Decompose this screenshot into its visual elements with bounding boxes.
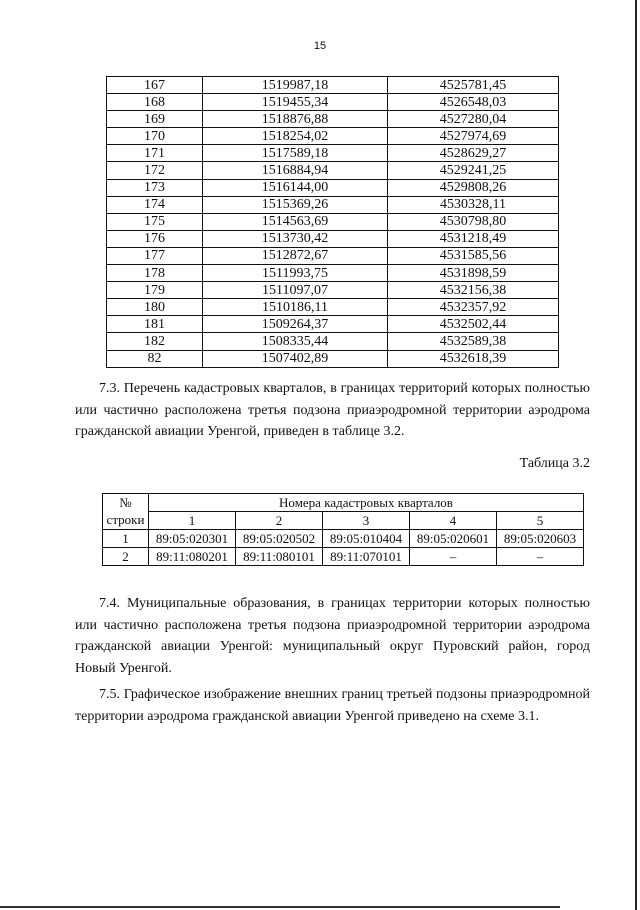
header-no: №: [103, 494, 149, 512]
coordinate-x: 1518876,88: [203, 111, 388, 128]
coordinate-y: 4532156,38: [388, 282, 559, 299]
column-header: 2: [236, 512, 323, 530]
coordinate-y: 4532618,39: [388, 350, 559, 367]
coordinate-x: 1518254,02: [203, 128, 388, 145]
cadastral-code: 89:11:070101: [323, 548, 410, 566]
coordinate-x: 1516884,94: [203, 162, 388, 179]
table-row: [107, 111, 559, 128]
coordinate-x: 1516144,00: [203, 179, 388, 196]
column-header: 1: [149, 512, 236, 530]
header-row: строки: [103, 512, 149, 530]
row-number: 1: [103, 530, 149, 548]
column-header: 5: [497, 512, 584, 530]
coordinate-x: 1513730,42: [203, 230, 388, 247]
coordinate-x: 1514563,69: [203, 213, 388, 230]
coordinate-y: 4530328,11: [388, 196, 559, 213]
coordinate-x: 1508335,44: [203, 333, 388, 350]
table-row: [107, 333, 559, 350]
point-number: 175: [107, 213, 203, 230]
paragraph-7-4: 7.4. Муниципальные образования, в границах территории которых полностью или частично расположена третья подзона приаэродромной территории аэродрома гражданской авиации Уренгой: муниципальный округ Пуровский район, город Новый Уренгой.: [75, 596, 590, 676]
coordinate-y: 4531218,49: [388, 230, 559, 247]
table-row: [107, 265, 559, 282]
row-number: 2: [103, 548, 149, 566]
cadastral-table: [102, 493, 584, 566]
cadastral-code: 89:11:080101: [236, 548, 323, 566]
coordinate-y: 4532589,38: [388, 333, 559, 350]
cadastral-code: –: [497, 548, 584, 566]
paragraph-7-3: 7.3. Перечень кадастровых кварталов, в границах территорий которых полностью или частично расположена третья подзона приаэродромной территории аэродрома гражданской авиации Уренгой, приведен в таблице 3.2.: [75, 381, 590, 439]
coordinates-table: [106, 76, 559, 368]
coordinate-y: 4531898,59: [388, 265, 559, 282]
header-group: Номера кадастровых кварталов: [149, 494, 584, 512]
scan-edge-right: [635, 0, 637, 910]
cadastral-code: 89:05:020502: [236, 530, 323, 548]
column-header: 4: [410, 512, 497, 530]
point-number: 169: [107, 111, 203, 128]
point-number: 171: [107, 145, 203, 162]
cadastral-code: 89:05:020301: [149, 530, 236, 548]
cadastral-code: 89:05:020601: [410, 530, 497, 548]
point-number: 180: [107, 299, 203, 316]
table-row: [107, 316, 559, 333]
paragraph-7-5: 7.5. Графическое изображение внешних границ третьей подзоны приаэродромной территории аэродрома гражданской авиации Уренгой приведено на схеме 3.1.: [75, 687, 590, 724]
point-number: 176: [107, 230, 203, 247]
coordinate-y: 4525781,45: [388, 77, 559, 94]
table-row: [107, 282, 559, 299]
table-row: [107, 350, 559, 367]
coordinate-x: 1512872,67: [203, 247, 388, 264]
table-row: [107, 299, 559, 316]
coordinate-x: 1519455,34: [203, 94, 388, 111]
point-number: 182: [107, 333, 203, 350]
point-number: 170: [107, 128, 203, 145]
coordinate-y: 4529808,26: [388, 179, 559, 196]
table-row: [107, 213, 559, 230]
coordinate-y: 4526548,03: [388, 94, 559, 111]
point-number: 172: [107, 162, 203, 179]
cadastral-code: 89:05:010404: [323, 530, 410, 548]
coordinate-x: 1517589,18: [203, 145, 388, 162]
coordinate-x: 1507402,89: [203, 350, 388, 367]
coordinate-x: 1515369,26: [203, 196, 388, 213]
page-number: 15: [313, 40, 327, 52]
table-row: [107, 145, 559, 162]
coordinate-y: 4531585,56: [388, 247, 559, 264]
coordinate-y: 4527974,69: [388, 128, 559, 145]
coordinate-y: 4532502,44: [388, 316, 559, 333]
coordinate-x: 1509264,37: [203, 316, 388, 333]
table-caption: Таблица 3.2: [519, 456, 590, 471]
point-number: 179: [107, 282, 203, 299]
coordinate-x: 1511993,75: [203, 265, 388, 282]
table-row: [107, 94, 559, 111]
table-row: [107, 179, 559, 196]
point-number: 173: [107, 179, 203, 196]
cadastral-code: –: [410, 548, 497, 566]
coordinate-x: 1510186,11: [203, 299, 388, 316]
point-number: 181: [107, 316, 203, 333]
table-row: [107, 230, 559, 247]
point-number: 82: [107, 350, 203, 367]
coordinate-x: 1511097,07: [203, 282, 388, 299]
table-row: [107, 128, 559, 145]
cadastral-code: 89:11:080201: [149, 548, 236, 566]
cadastral-code: 89:05:020603: [497, 530, 584, 548]
coordinate-x: 1519987,18: [203, 77, 388, 94]
table-row: [103, 548, 584, 566]
point-number: 177: [107, 247, 203, 264]
coordinate-y: 4529241,25: [388, 162, 559, 179]
table-row: [107, 247, 559, 264]
point-number: 168: [107, 94, 203, 111]
scan-edge-bottom: [0, 906, 560, 908]
coordinate-y: 4528629,27: [388, 145, 559, 162]
coordinate-y: 4532357,92: [388, 299, 559, 316]
table-row: [107, 162, 559, 179]
coordinate-y: 4527280,04: [388, 111, 559, 128]
table-row: [107, 77, 559, 94]
point-number: 174: [107, 196, 203, 213]
column-header: 3: [323, 512, 410, 530]
point-number: 178: [107, 265, 203, 282]
coordinate-y: 4530798,80: [388, 213, 559, 230]
table-row: [103, 530, 584, 548]
point-number: 167: [107, 77, 203, 94]
table-row: [107, 196, 559, 213]
